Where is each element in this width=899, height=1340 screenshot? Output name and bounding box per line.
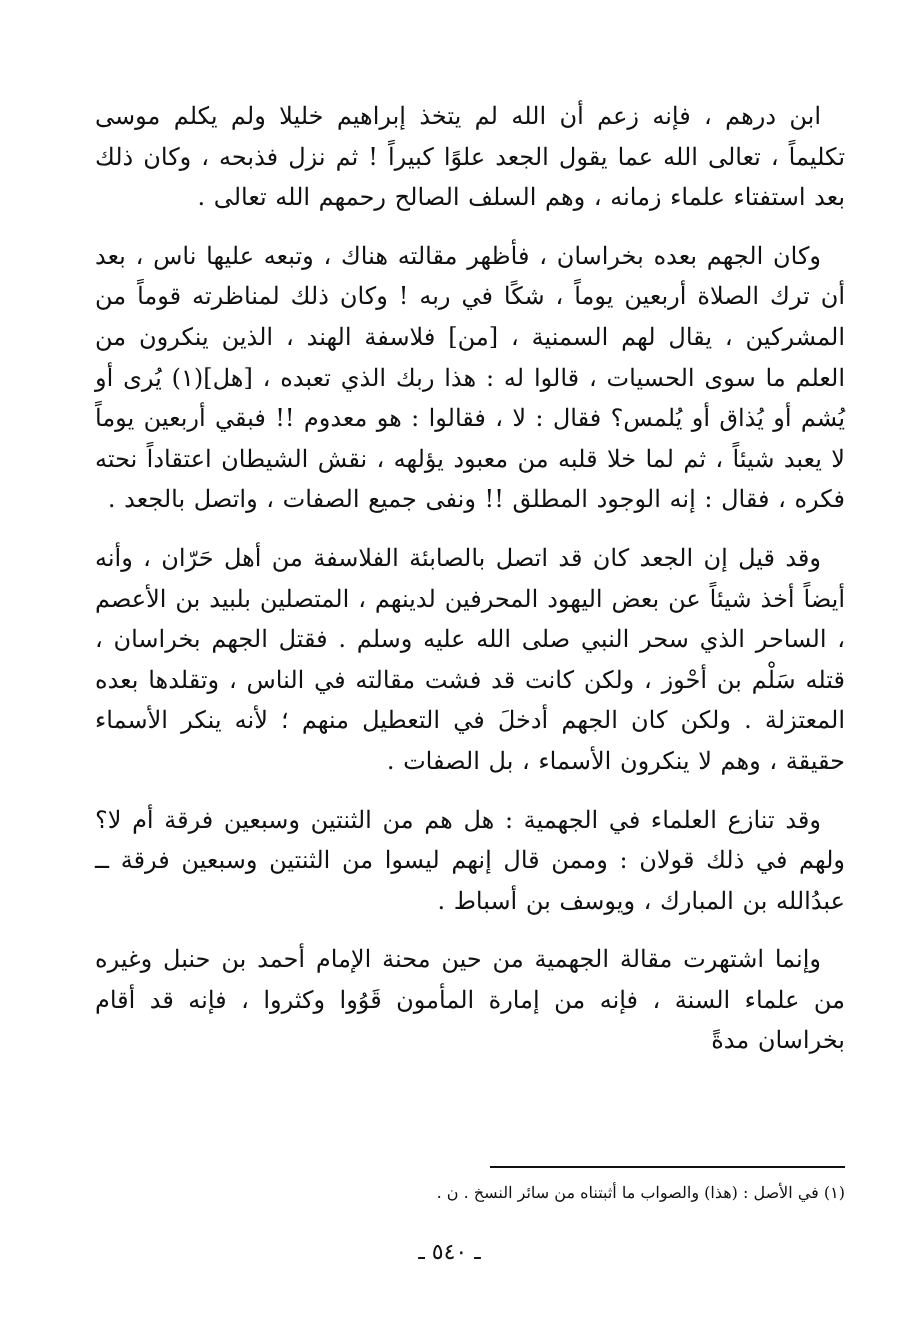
paragraph-4: وقد تنازع العلماء في الجهمية : هل هم من الثنتين وسبعين فرقة أم لا؟ ولهم في ذلك قولان : وممن قال إنهم ليسوا من الثنتين وسبعين فرقة ــ عبدُالله بن المبارك ، ويوسف بن أسباط . <box>95 805 845 915</box>
paragraph-5: وإنما اشتهرت مقالة الجهمية من حين محنة الإمام أحمد بن حنبل وغيره من علماء السنة ، فإنه من إمارة المأمون قَوُوا وكثروا ، فإنه قد أقام بخراسان مدةً <box>95 945 845 1055</box>
page-body <box>95 96 845 1079</box>
paragraph-1: ابن درهم ، فإنه زعم أن الله لم يتخذ إبراهيم خليلا ولم يكلم موسى تكليماً ، تعالى الله عما يقول الجعد علوًا كبيراً ! ثم نزل فذبحه ، وكان ذلك بعد استفتاء علماء زمانه ، وهم السلف الصالح رحمهم الله تعالى . <box>95 102 845 212</box>
footnote-divider <box>490 1166 845 1168</box>
paragraph-2: وكان الجهم بعده بخراسان ، فأظهر مقالته هناك ، وتبعه عليها ناس ، بعد أن ترك الصلاة أربعين يوماً ، شكًا في ربه ! وكان ذلك لمناظرته قوماً من المشركين ، يقال لهم السمنية ، [من] فلاسفة الهند ، الذين ينكرون من العلم ما سوى الحسيات ، قالوا له : هذا ربك الذي تعبده ، [هل](١) يُرى أو يُشم أو يُذاق أو يُلمس؟ فقال : لا ، فقالوا : هو معدوم !! فبقي أربعين يوماً لا يعبد شيئاً ، ثم لما خلا قلبه من معبود يؤلهه ، نقش الشيطان اعتقاداً نحته فكره ، فقال : إنه الوجود المطلق !! ونفى جميع الصفات ، واتصل بالجعد . <box>95 241 845 514</box>
footnote: (١) في الأصل : (هذا) والصواب ما أثبتناه من سائر النسخ . ن . <box>436 1183 845 1202</box>
page-number: ـ ٥٤٠ ـ <box>418 1240 481 1265</box>
paragraph-3: وقد قيل إن الجعد كان قد اتصل بالصابئة الفلاسفة من أهل حَرّان ، وأنه أيضاً أخذ شيئاً عن بعض اليهود المحرفين لدينهم ، المتصلين بلبيد بن الأعصم ، الساحر الذي سحر النبي صلى الله عليه وسلم . فقتل الجهم بخراسان ، قتله سَلْم بن أحْوز ، ولكن كانت قد فشت مقالته في الناس ، وتقلدها بعده المعتزلة . ولكن كان الجهم أدخلَ في التعطيل منهم ؛ لأنه ينكر الأسماء حقيقة ، وهم لا ينكرون الأسماء ، بل الصفات . <box>95 543 845 775</box>
